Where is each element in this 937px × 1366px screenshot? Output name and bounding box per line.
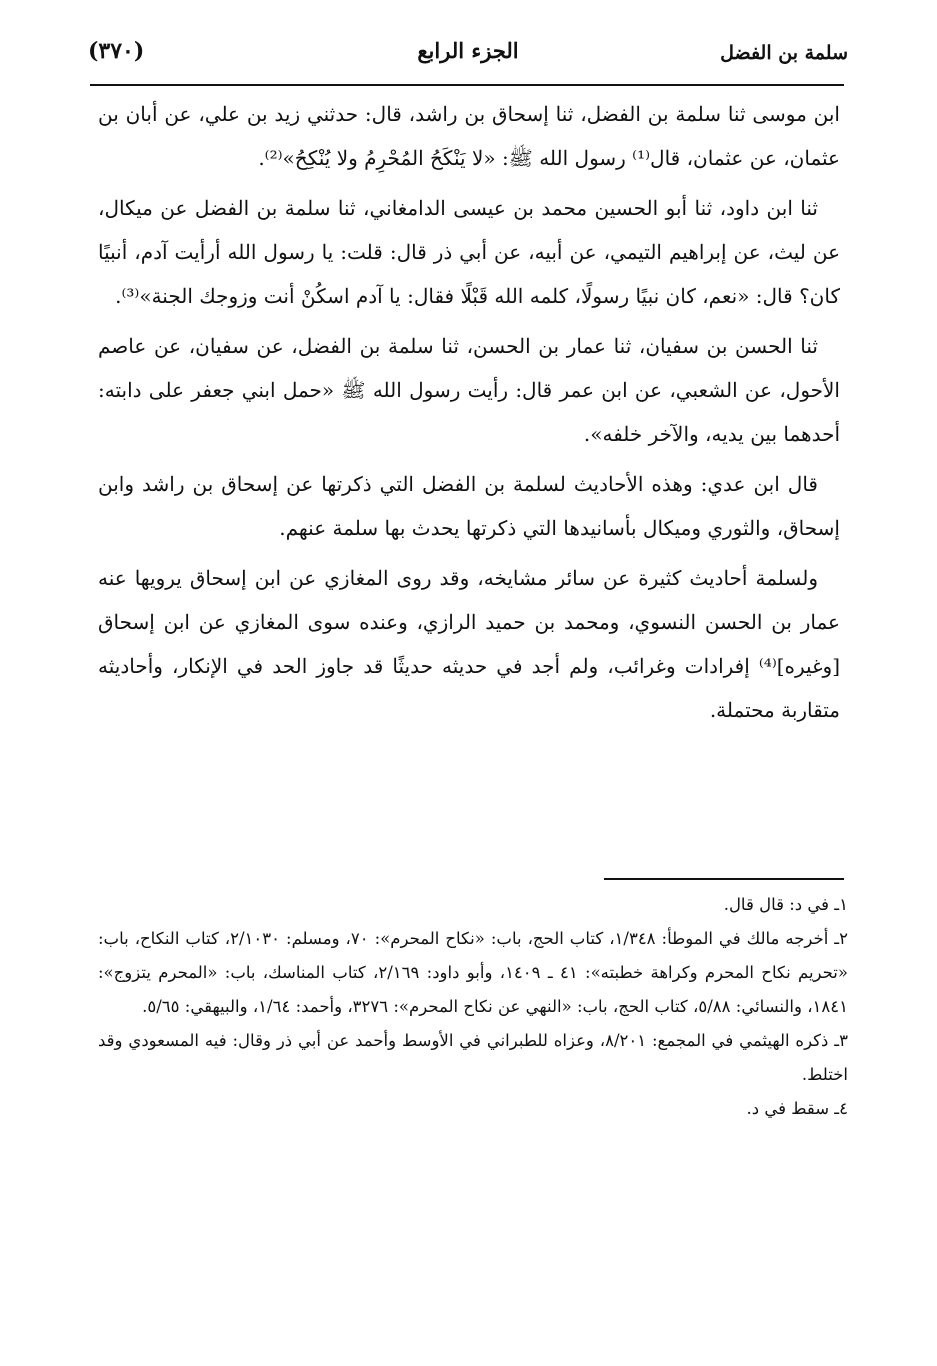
header-rule	[90, 84, 844, 86]
footnote: ٣ـ ذكره الهيثمي في المجمع: ٨/٢٠١، وعزاه للطبراني في الأوسط وأحمد عن أبي ذر وقال: فيه المسعودي وقد اختلط.	[98, 1031, 848, 1084]
footnotes	[98, 888, 848, 1126]
footnote: ١ـ في د: قال قال.	[723, 895, 848, 914]
footnote: ٤ـ سقط في د.	[746, 1099, 848, 1118]
paragraph: ابن موسى ثنا سلمة بن الفضل، ثنا إسحاق بن راشد، قال: حدثني زيد بن علي، عن أبان بن عثمان، عن عثمان، قال⁽¹⁾ رسول الله ﷺ: «لا يَنْكَحُ المُحْرِمُ ولا يُنْكِحُ»⁽²⁾.	[98, 102, 840, 170]
paragraph: ثنا الحسن بن سفيان، ثنا عمار بن الحسن، ثنا سلمة بن الفضل، عن سفيان، عن عاصم الأحول، عن الشعبي، عن ابن عمر قال: رأيت رسول الله ﷺ «حمل ابني جعفر على دابته: أحدهما بين يديه، والآخر خلفه».	[98, 334, 840, 446]
running-title: سلمة بن الفضل	[720, 42, 848, 64]
paragraph: قال ابن عدي: وهذه الأحاديث لسلمة بن الفضل التي ذكرتها عن إسحاق بن راشد وابن إسحاق، والثوري وميكال بأسانيدها التي ذكرتها يحدث بها سلمة عنهم.	[98, 472, 840, 540]
page-header	[88, 34, 848, 78]
footnote-rule	[604, 878, 844, 880]
page-number: (٣٧٠)	[88, 38, 145, 64]
footnote: ٢ـ أخرجه مالك في الموطأ: ١/٣٤٨، كتاب الحج، باب: «نكاح المحرم»: ٧٠، ومسلم: ٢/١٠٣٠، كتاب النكاح، باب: «تحريم نكاح المحرم وكراهة خطبته»: ٤١ ـ ١٤٠٩، وأبو داود: ٢/١٦٩، كتاب المناسك، باب: «المحرم يتزوج»: ١٨٤١، والنسائي: ٥/٨٨، كتاب الحج، باب: «النهي عن نكاح المحرم»: ٣٢٧٦، وأحمد: ١/٦٤، والبيهقي: ٥/٦٥.	[98, 929, 849, 1016]
part-title: الجزء الرابع	[417, 38, 519, 63]
paragraph: ولسلمة أحاديث كثيرة عن سائر مشايخه، وقد روى المغازي عن ابن إسحاق يرويها عنه عمار بن الحسن النسوي، ومحمد بن حميد الرازي، وعنده سوى المغازي عن ابن إسحاق [وغيره]⁽⁴⁾ إفرادات وغرائب، ولم أجد في حديثه حديثًا قد جاوز الحد في الإنكار، وأحاديثه متقاربة محتملة.	[98, 566, 840, 722]
main-text	[98, 92, 840, 738]
paragraph: ثنا ابن داود، ثنا أبو الحسين محمد بن عيسى الدامغاني، ثنا سلمة بن الفضل عن ميكال، عن ليث، عن إبراهيم التيمي، عن أبيه، عن أبي ذر قال: قلت: يا رسول الله أرأيت آدم، أنبيًا كان؟ قال: «نعم، كان نبيًا رسولًا، كلمه الله قَبْلًا فقال: يا آدم اسكُنْ أنت وزوجك الجنة»⁽³⁾.	[98, 196, 840, 308]
